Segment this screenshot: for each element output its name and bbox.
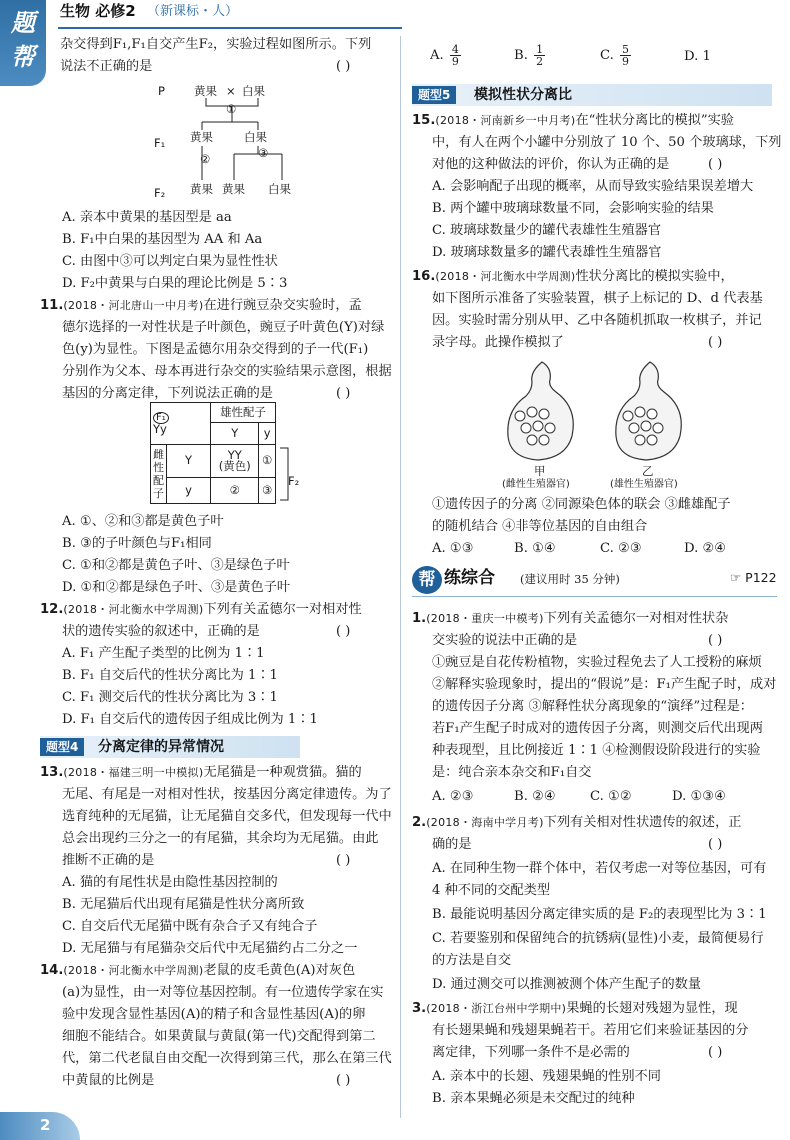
practice-time-hint: (建议用时 35 分钟) <box>520 572 620 586</box>
option: D. 1 <box>684 49 711 64</box>
denominator: 9 <box>451 55 459 68</box>
numerator: 4 <box>451 43 459 56</box>
option <box>600 44 633 67</box>
question-text: 色(y)为显性。下图是孟德尔用杂交得到的子一代(F₁) <box>62 342 369 357</box>
bag-caption: (雌性生殖器官) <box>502 479 570 490</box>
punnett-male-y: y <box>259 423 276 445</box>
question-source: (2018・重庆一中模考) <box>426 612 544 625</box>
fraction <box>534 44 545 67</box>
punnett-cell <box>211 445 259 477</box>
option: B. ③的子叶颜色与F₁相同 <box>62 536 212 551</box>
question-source: (2018・河北衡水中学周测) <box>63 603 204 616</box>
punnett-f1: F₁ <box>153 412 169 424</box>
option: B. F₁中白果的基因型为 AA 和 Aa <box>62 232 263 247</box>
question-number: 16. <box>412 269 436 284</box>
punnett-female-header: 雌性配子 <box>151 445 167 504</box>
option: B. 两个罐中玻璃球数量不同，会影响实验的结果 <box>432 201 714 216</box>
punnett-female-Y: Y <box>167 445 211 477</box>
logo-band <box>0 0 46 86</box>
diagram-label: F₁ <box>154 136 166 150</box>
question-text: 在“性状分离比的模拟”实验 <box>575 113 734 128</box>
option: B. 无尾猫后代出现有尾猫是性状分离所致 <box>62 897 305 912</box>
diagram-label: 白果 <box>242 84 265 98</box>
option: A. 亲本中黄果的基因型是 aa <box>62 210 232 225</box>
option: A. 猫的有尾性状是由隐性基因控制的 <box>62 875 278 890</box>
page-number-tab <box>0 1112 80 1140</box>
option: C. 由图中③可以判定白果为显性性状 <box>62 254 278 269</box>
option: A. 在同种生物一群个体中，若仅考虑一对等位基因，可有 <box>432 861 767 876</box>
punnett-cell-genotype: YY <box>227 447 242 462</box>
question-source: (2018・河北衡水中学周测) <box>435 270 576 283</box>
question-text: 状的遗传实验的叙述中，正确的是 <box>62 624 260 639</box>
question-text: 无尾猫是一种观赏猫。猫的 <box>203 765 362 780</box>
bag-name: 乙 <box>642 464 654 478</box>
option: 的方法是自交 <box>432 953 512 968</box>
question-text: 验中发现含显性基因(A)的精子和含显性基因(A)的卵 <box>62 1007 366 1022</box>
punnett-cell: ① <box>259 445 276 477</box>
question-number: 3. <box>412 1001 427 1016</box>
question-text: 若F₁产生配子时成对的遗传因子分离，则测交后代出现两 <box>432 721 763 736</box>
question-source: (2018・河北唐山一中月考) <box>63 299 204 312</box>
option <box>514 44 547 67</box>
option: C. 自交后代无尾猫中既有杂合子又有纯合子 <box>62 919 318 934</box>
option: A. 亲本中的长翅、残翅果蝇的性别不同 <box>432 1069 661 1084</box>
question-source: (2018・福建三明一中模拟) <box>63 766 204 779</box>
option: D. ①③④ <box>672 789 726 804</box>
section-banner <box>412 84 772 106</box>
question-text: 总会出现约三分之一的有尾猫，其余均为无尾猫。由此 <box>62 831 379 846</box>
question-text: 无尾、有尾是一对相对性状，按基因分离定律遗传。为了 <box>62 787 392 802</box>
option: D. 玻璃球数量多的罐代表雄性生殖器官 <box>432 245 662 260</box>
section-title: 模拟性状分离比 <box>474 87 572 103</box>
statement: 的随机结合 ④非等位基因的自由组合 <box>432 519 648 534</box>
punnett-female-y: y <box>167 477 211 503</box>
option: C. 若要鉴别和保留纯合的抗锈病(显性)小麦，最简便易行 <box>432 931 764 946</box>
question-stem <box>40 764 362 782</box>
option: A. 会影响配子出现的概率，从而导致实验结果误差增大 <box>432 179 754 194</box>
option: C. ①和②都是黄色子叶、③是绿色子叶 <box>62 558 290 573</box>
question-stem <box>40 962 355 980</box>
option: C. ①② <box>590 789 632 804</box>
numerator: 1 <box>536 43 544 56</box>
section-banner <box>40 736 300 758</box>
punnett-square <box>150 402 276 504</box>
option: B. F₁ 自交后代的性状分离比为 1∶1 <box>62 668 278 683</box>
question-number: 12. <box>40 602 64 617</box>
denominator: 2 <box>536 55 544 68</box>
diagram-label: 黄果 <box>190 130 213 144</box>
book-edition: （新课标・人） <box>147 4 239 19</box>
punnett-male-Y: Y <box>211 423 259 445</box>
practice-rule <box>412 596 777 597</box>
question-number: 1. <box>412 611 427 626</box>
answer-blank: ( ) <box>708 633 723 648</box>
question-number: 11. <box>40 298 64 313</box>
question-text: 如下图所示准备了实验装置，棋子上标记的 D、d 代表基 <box>432 291 763 306</box>
option-label: C. <box>600 48 614 63</box>
answer-blank: ( ) <box>708 335 723 350</box>
question-number: 15. <box>412 113 436 128</box>
question-text: 细胞不能结合。如果黄鼠与黄鼠(第一代)交配得到第二 <box>62 1029 376 1044</box>
question-text: 果蝇的长翅对残翅为显性，现 <box>566 1001 738 1016</box>
question-text: 杂交得到F₁,F₁自交产生F₂，实验过程如图所示。下列 <box>60 37 372 52</box>
question-source: (2018・河北衡水中学周测) <box>63 964 204 977</box>
option: B. ②④ <box>514 789 556 804</box>
option: B. 亲本果蝇必须是未交配过的纯种 <box>432 1091 635 1106</box>
question-source: (2018・海南中学月考) <box>426 816 544 829</box>
question-text: 在进行豌豆杂交实验时，孟 <box>203 298 362 313</box>
question-text: ①豌豆是自花传粉植物，实验过程免去了人工授粉的麻烦 <box>432 655 762 670</box>
punnett-parent: Yy <box>153 422 167 437</box>
question-stem <box>412 610 728 628</box>
practice-banner <box>412 566 777 594</box>
question-text: 下列有关相对性状遗传的叙述，正 <box>543 815 742 830</box>
question-text: 对他的这种做法的评价，你认为正确的是 <box>432 157 670 172</box>
question-stem <box>412 268 734 286</box>
denominator: 9 <box>622 55 630 68</box>
diagram-label: × <box>226 84 236 98</box>
option: D. 通过测交可以推测被测个体产生配子的数量 <box>432 977 702 992</box>
question-text: 代，第二代老鼠自由交配一次得到第三代，那么在第三代 <box>62 1051 392 1066</box>
question-text: 推断不正确的是 <box>62 853 155 868</box>
question-stem <box>412 112 734 130</box>
column-divider <box>400 36 401 1118</box>
header-rule <box>58 27 402 29</box>
section-tag: 题型4 <box>40 738 84 756</box>
question-text: 因。实验时需分别从甲、乙中各随机抓取一枚棋子，并记 <box>432 313 762 328</box>
question-text: 老鼠的皮毛黄色(A)对灰色 <box>203 963 356 978</box>
question-text: 是：纯合亲本杂交和F₁自交 <box>432 765 592 780</box>
question-text: 的遗传因子分离 ③解释性状分离现象的“演绎”过程是： <box>432 699 753 714</box>
practice-title: 练综合 <box>444 568 495 588</box>
option: A. F₁ 产生配子类型的比例为 1∶1 <box>62 646 265 661</box>
practice-badge: 帮 <box>412 566 442 594</box>
punnett-cell: ③ <box>259 477 276 503</box>
statement: ①遗传因子的分离 ②同源染色体的联会 ③雌雄配子 <box>432 497 731 512</box>
option-label: B. <box>514 48 528 63</box>
option <box>430 44 463 67</box>
question-stem <box>412 814 741 832</box>
option-label: A. <box>430 48 444 63</box>
question-text: 录字母。此操作模拟了 <box>432 335 564 350</box>
question-number: 2. <box>412 815 427 830</box>
option: D. 无尾猫与有尾猫杂交后代中无尾猫约占二分之一 <box>62 941 358 956</box>
question-source: (2018・河南新乡一中月考) <box>435 114 576 127</box>
question-text: 选育纯种的无尾猫，让无尾猫自交多代，但发现每一代中 <box>62 809 392 824</box>
punnett-corner <box>151 403 211 445</box>
bag-caption: (雄性生殖器官) <box>610 479 678 490</box>
option: C. ②③ <box>600 541 642 556</box>
diagram-label: 黄果 <box>190 182 213 196</box>
question-source: (2018・浙江台州中学期中) <box>426 1002 567 1015</box>
option: D. F₂中黄果与白果的理论比例是 5∶3 <box>62 276 288 291</box>
diagram-lines <box>150 96 300 186</box>
answer-blank: ( ) <box>336 624 351 639</box>
f2-label: F₂ <box>288 474 300 488</box>
option: A. ①、②和③都是黄色子叶 <box>62 514 224 529</box>
question-text: 德尔选择的一对性状是子叶颜色，豌豆子叶黄色(Y)对绿 <box>62 320 385 335</box>
bag-jia <box>508 362 573 460</box>
diagram-label: 白果 <box>244 130 267 144</box>
numerator: 5 <box>622 43 630 56</box>
punnett-cell: ② <box>211 477 259 503</box>
answer-blank: ( ) <box>708 1045 723 1060</box>
section-tag: 题型5 <box>412 86 456 104</box>
question-text: 有长翅果蝇和残翅果蝇若干。若用它们来验证基因的分 <box>432 1023 749 1038</box>
page-number: 2 <box>40 1116 51 1134</box>
diagram-label: ③ <box>258 146 269 160</box>
question-text: 说法不正确的是 <box>60 59 153 74</box>
answer-blank: ( ) <box>336 59 351 74</box>
question-text: ②解释实验现象时，提出的“假说”是：F₁产生配子时，成对 <box>432 677 777 692</box>
answer-blank: ( ) <box>336 853 351 868</box>
question-text: 下列有关孟德尔一对相对性状杂 <box>543 611 729 626</box>
option: D. F₁ 自交后代的遗传因子组成比例为 1∶1 <box>62 712 318 727</box>
diagram-label: 黄果 <box>194 84 217 98</box>
bags-illustration <box>500 356 700 466</box>
logo: 题帮 <box>11 8 35 71</box>
book-title: 生物 必修2 <box>60 2 136 20</box>
question-number: 14. <box>40 963 64 978</box>
question-text: 分别作为父本、母本再进行杂交的实验结果示意图，根据 <box>62 364 392 379</box>
option: A. ②③ <box>432 789 474 804</box>
diagram-label: 白果 <box>268 182 291 196</box>
option: A. ①③ <box>432 541 474 556</box>
question-text: 确的是 <box>432 837 472 852</box>
option: B. ①④ <box>514 541 556 556</box>
question-stem <box>412 1000 738 1018</box>
answer-blank: ( ) <box>708 157 723 172</box>
question-text: 离定律，下列哪一条件不是必需的 <box>432 1045 630 1060</box>
diagram-label: ① <box>226 102 237 116</box>
page-reference: ☞ P122 <box>730 570 777 585</box>
question-text: 中黄鼠的比例是 <box>62 1073 155 1088</box>
question-text: 种表现型，且比例接近 1∶1 ④检测假设阶段进行的实验 <box>432 743 761 758</box>
diagram-label: P <box>158 84 165 98</box>
question-text: 交实验的说法中正确的是 <box>432 633 578 648</box>
answer-blank: ( ) <box>336 1073 351 1088</box>
question-stem <box>40 297 362 315</box>
fraction <box>620 44 631 67</box>
question-number: 13. <box>40 765 64 780</box>
diagram-label: ② <box>200 152 211 166</box>
question-text: 基因的分离定律，下列说法正确的是 <box>62 386 273 401</box>
option: C. F₁ 测交后代的性状分离比为 3∶1 <box>62 690 278 705</box>
section-title: 分离定律的异常情况 <box>98 739 224 755</box>
punnett-male-header: 雄性配子 <box>211 403 276 423</box>
bag-yi <box>616 362 681 460</box>
punnett-cell-phenotype: (黄色) <box>218 459 251 474</box>
option: B. 最能说明基因分离定律实质的是 F₂的表现型比为 3∶1 <box>432 907 767 922</box>
option: C. 玻璃球数量少的罐代表雄性生殖器官 <box>432 223 662 238</box>
answer-blank: ( ) <box>708 837 723 852</box>
question-text: 中，有人在两个小罐中分别放了 10 个、50 个玻璃球，下列 <box>432 135 782 150</box>
option: D. ①和②都是绿色子叶、③是黄色子叶 <box>62 580 291 595</box>
answer-blank: ( ) <box>336 386 351 401</box>
question-text: (a)为显性，由一对等位基因控制。有一位遗传学家在实 <box>62 985 384 1000</box>
fraction <box>450 44 461 67</box>
question-text: 下列有关孟德尔一对相对性 <box>203 602 362 617</box>
question-stem <box>40 601 362 619</box>
option: 4 种不同的交配类型 <box>432 883 551 898</box>
question-text: 性状分离比的模拟实验中， <box>575 269 734 284</box>
diagram-label: 黄果 <box>222 182 245 196</box>
option: D. ②④ <box>684 541 727 556</box>
bag-name: 甲 <box>534 464 546 478</box>
diagram-label: F₂ <box>154 186 166 200</box>
